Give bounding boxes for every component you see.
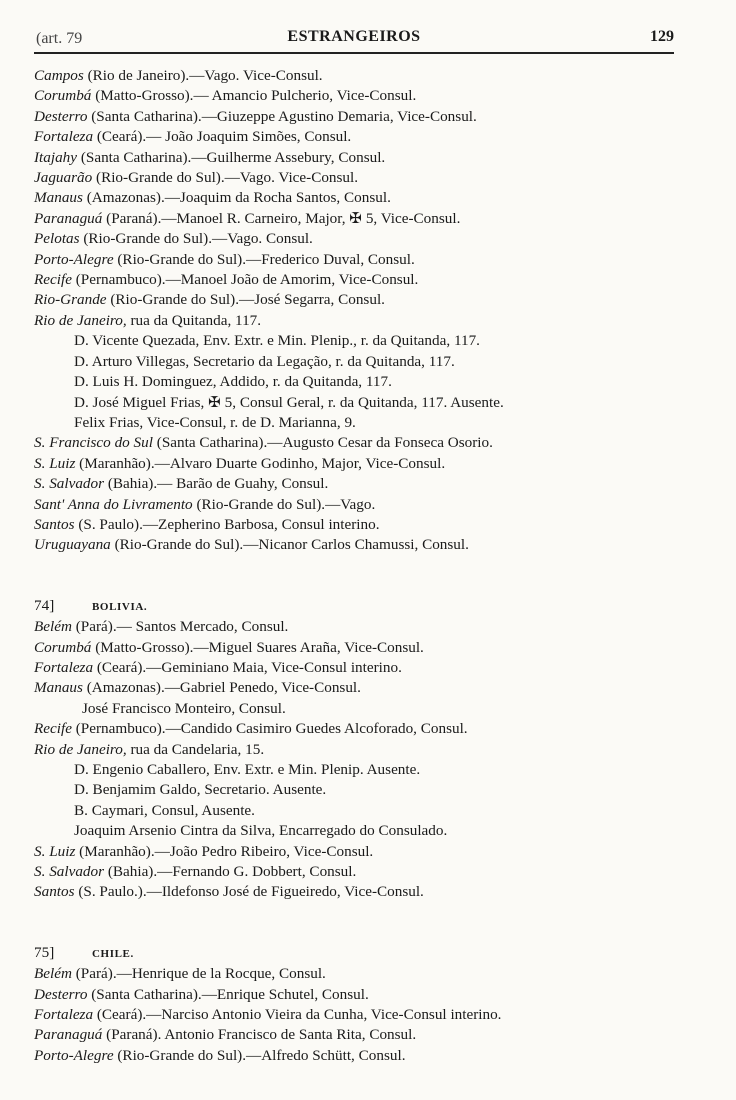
consul-entry bbox=[34, 188, 714, 208]
consul-entry bbox=[34, 515, 714, 535]
consul-entry bbox=[34, 760, 714, 780]
consul-entry bbox=[34, 250, 714, 270]
entry-text: (Rio-Grande do Sul).—Vago. bbox=[196, 495, 376, 513]
consul-entry bbox=[34, 821, 714, 841]
entry-text: (Rio de Janeiro).—Vago. Vice-Consul. bbox=[87, 67, 323, 84]
city-name: S. Luiz bbox=[34, 454, 76, 472]
city-name: Santos bbox=[34, 883, 75, 901]
consul-entry bbox=[34, 964, 714, 984]
consul-entry bbox=[34, 454, 714, 474]
city-name: Belém bbox=[34, 618, 72, 636]
entry-text: D. Arturo Villegas, Secretario da Legação, r. da Quitanda, 117. bbox=[74, 352, 455, 370]
consul-entry bbox=[34, 882, 714, 902]
city-name: S. Salvador bbox=[34, 475, 105, 493]
city-name: Fortaleza bbox=[34, 128, 94, 146]
entry-text: (Pernambuco).—Candido Casimiro Guedes Alcoforado, Consul. bbox=[75, 720, 468, 738]
consul-entry bbox=[34, 66, 714, 86]
entry-text: (Rio-Grande do Sul).—José Segarra, Consul. bbox=[110, 291, 385, 309]
city-name: Desterro bbox=[34, 107, 88, 125]
entry-text: (S. Paulo).—Zepherino Barbosa, Consul interino. bbox=[78, 515, 380, 533]
entry-text: (Rio-Grande do Sul).—Vago. Consul. bbox=[83, 230, 313, 248]
city-name: Belém bbox=[34, 965, 72, 983]
consul-entry bbox=[34, 699, 714, 719]
city-name: Rio de Janeiro, bbox=[34, 740, 127, 758]
section-number: 75] bbox=[34, 943, 55, 961]
consul-entry bbox=[34, 1046, 714, 1066]
consulate-section bbox=[34, 903, 714, 1066]
city-name: Fortaleza bbox=[34, 1006, 94, 1024]
city-name: Recife bbox=[34, 271, 72, 289]
section-spacer bbox=[34, 903, 714, 943]
entry-text: D. Engenio Caballero, Env. Extr. e Min. Plenip. Ausente. bbox=[74, 761, 421, 778]
entry-text: (Matto-Grosso).—Miguel Suares Araña, Vice-Consul. bbox=[95, 638, 424, 656]
page-number: 129 bbox=[650, 28, 674, 45]
entry-text: (Rio-Grande do Sul).—Vago. Vice-Consul. bbox=[96, 169, 359, 187]
consul-entry bbox=[34, 638, 714, 658]
entry-text: (Santa Catharina).—Augusto Cesar da Fonseca Osorio. bbox=[156, 434, 493, 452]
city-name: Fortaleza bbox=[34, 658, 94, 676]
consul-entry bbox=[34, 311, 714, 331]
city-name: Corumbá bbox=[34, 87, 92, 105]
city-name: Manaus bbox=[34, 189, 83, 207]
city-name: Campos bbox=[34, 67, 84, 84]
entry-text: Joaquim Arsenio Cintra da Silva, Encarregado do Consulado. bbox=[74, 822, 448, 840]
consul-entry bbox=[34, 290, 714, 310]
entry-text: (Rio-Grande do Sul).—Nicanor Carlos Chamussi, Consul. bbox=[114, 536, 469, 554]
consul-entry bbox=[34, 86, 714, 106]
header-article-ref: (art. 79 bbox=[36, 30, 83, 47]
consul-entry bbox=[34, 801, 714, 821]
consul-entry bbox=[34, 229, 714, 249]
consul-entry bbox=[34, 1005, 714, 1025]
country-name: CHILE. bbox=[92, 947, 134, 960]
consul-entry bbox=[34, 372, 714, 392]
city-name: Desterro bbox=[34, 985, 88, 1003]
consul-entry bbox=[34, 862, 714, 882]
entry-text: (Santa Catharina).—Giuzeppe Agustino Demaria, Vice-Consul. bbox=[91, 107, 477, 125]
city-name: Pelotas bbox=[34, 230, 80, 248]
city-name: S. Luiz bbox=[34, 842, 76, 860]
entry-text: (Santa Catharina).—Guilherme Assebury, Consul. bbox=[80, 148, 386, 166]
entry-text: José Francisco Monteiro, Consul. bbox=[82, 699, 286, 717]
entry-text: (S. Paulo.).—Ildefonso José de Figueiredo, Vice-Consul. bbox=[78, 883, 424, 901]
entry-text: (Pernambuco).—Manoel João de Amorim, Vice-Consul. bbox=[75, 271, 419, 289]
entry-text: rua da Candelaria, 15. bbox=[130, 740, 265, 758]
city-name: Uruguayana bbox=[34, 536, 111, 554]
consul-entry bbox=[34, 678, 714, 698]
consul-entry bbox=[34, 495, 714, 515]
consul-entry bbox=[34, 331, 714, 351]
entry-text: (Rio-Grande do Sul).—Frederico Duval, Consul. bbox=[117, 250, 415, 268]
entry-text: (Santa Catharina).—Enrique Schutel, Consul. bbox=[91, 985, 369, 1003]
entry-text: rua da Quitanda, 117. bbox=[130, 311, 262, 329]
consul-entry bbox=[34, 433, 714, 453]
city-name: Rio-Grande bbox=[34, 291, 107, 309]
city-name: Corumbá bbox=[34, 638, 92, 656]
entry-text: (Rio-Grande do Sul).—Alfredo Schütt, Consul. bbox=[117, 1046, 406, 1064]
entry-text: (Ceará).— João Joaquim Simões, Consul. bbox=[96, 128, 352, 146]
consul-entry bbox=[34, 780, 714, 800]
entry-text: (Bahia).—Fernando G. Dobbert, Consul. bbox=[107, 863, 357, 881]
consul-entry bbox=[34, 719, 714, 739]
section-heading bbox=[34, 943, 714, 964]
city-name: Paranaguá bbox=[34, 1026, 103, 1044]
entry-text: D. Benjamim Galdo, Secretario. Ausente. bbox=[74, 781, 327, 799]
entry-text: B. Caymari, Consul, Ausente. bbox=[74, 801, 255, 819]
entry-text: (Bahia).— Barão de Guahy, Consul. bbox=[107, 475, 329, 493]
city-name: Porto-Alegre bbox=[34, 1046, 114, 1064]
consul-entry bbox=[34, 535, 714, 555]
consul-entry bbox=[34, 168, 714, 188]
section-spacer bbox=[34, 556, 714, 596]
entry-text: (Paraná). Antonio Francisco de Santa Rita, Consul. bbox=[106, 1026, 417, 1044]
entry-text: (Amazonas).—Gabriel Penedo, Vice-Consul. bbox=[86, 679, 361, 697]
consul-entry bbox=[34, 474, 714, 494]
consul-entry bbox=[34, 842, 714, 862]
page-body bbox=[34, 66, 714, 1066]
section-number: 74] bbox=[34, 596, 55, 614]
country-name: BOLIVIA. bbox=[92, 600, 148, 613]
entry-text: (Amazonas).—Joaquim da Rocha Santos, Consul. bbox=[86, 189, 391, 207]
running-header bbox=[34, 26, 674, 54]
city-name: S. Francisco do Sul bbox=[34, 434, 153, 452]
consul-entry bbox=[34, 148, 714, 168]
consul-entry bbox=[34, 209, 714, 229]
entry-text: (Pará).—Henrique de la Rocque, Consul. bbox=[75, 965, 326, 983]
city-name: Recife bbox=[34, 720, 72, 738]
city-name: Itajahy bbox=[34, 148, 78, 166]
consul-entry bbox=[34, 270, 714, 290]
city-name: Sant' Anna do Livramento bbox=[34, 495, 193, 513]
consulate-section bbox=[34, 556, 714, 903]
consul-entry bbox=[34, 352, 714, 372]
entry-text: (Paraná).—Manoel R. Carneiro, Major, ✠ 5, Vice-Consul. bbox=[106, 209, 461, 227]
entry-text: D. Vicente Quezada, Env. Extr. e Min. Plenip., r. da Quitanda, 117. bbox=[74, 332, 480, 350]
header-title: ESTRANGEIROS bbox=[287, 28, 421, 45]
consul-entry bbox=[34, 127, 714, 147]
city-name: Manaus bbox=[34, 679, 83, 697]
consulate-section bbox=[34, 66, 714, 556]
entry-text: D. José Miguel Frias, ✠ 5, Consul Geral, r. da Quitanda, 117. Ausente. bbox=[74, 393, 504, 411]
consul-entry bbox=[34, 413, 714, 433]
entry-text: (Ceará).—Narciso Antonio Vieira da Cunha, Vice-Consul interino. bbox=[96, 1006, 502, 1024]
city-name: Rio de Janeiro, bbox=[34, 311, 127, 329]
city-name: Santos bbox=[34, 515, 75, 533]
consul-entry bbox=[34, 107, 714, 127]
consul-entry bbox=[34, 617, 714, 637]
consul-entry bbox=[34, 740, 714, 760]
entry-text: D. Luis H. Dominguez, Addido, r. da Quitanda, 117. bbox=[74, 373, 392, 391]
consul-entry bbox=[34, 985, 714, 1005]
section-heading bbox=[34, 596, 714, 617]
entry-text: (Maranhão).—João Pedro Ribeiro, Vice-Consul. bbox=[79, 842, 374, 860]
entry-text: (Pará).— Santos Mercado, Consul. bbox=[75, 618, 289, 636]
city-name: Paranaguá bbox=[34, 209, 103, 227]
city-name: S. Salvador bbox=[34, 863, 105, 881]
entry-text: (Maranhão).—Alvaro Duarte Godinho, Major, Vice-Consul. bbox=[79, 454, 446, 472]
entry-text: (Matto-Grosso).— Amancio Pulcherio, Vice-Consul. bbox=[95, 87, 417, 105]
consul-entry bbox=[34, 1025, 714, 1045]
city-name: Porto-Alegre bbox=[34, 250, 114, 268]
entry-text: (Ceará).—Geminiano Maia, Vice-Consul interino. bbox=[96, 658, 402, 676]
city-name: Jaguarão bbox=[34, 169, 93, 187]
entry-text: Felix Frias, Vice-Consul, r. de D. Marianna, 9. bbox=[74, 413, 356, 431]
consul-entry bbox=[34, 658, 714, 678]
consul-entry bbox=[34, 393, 714, 413]
